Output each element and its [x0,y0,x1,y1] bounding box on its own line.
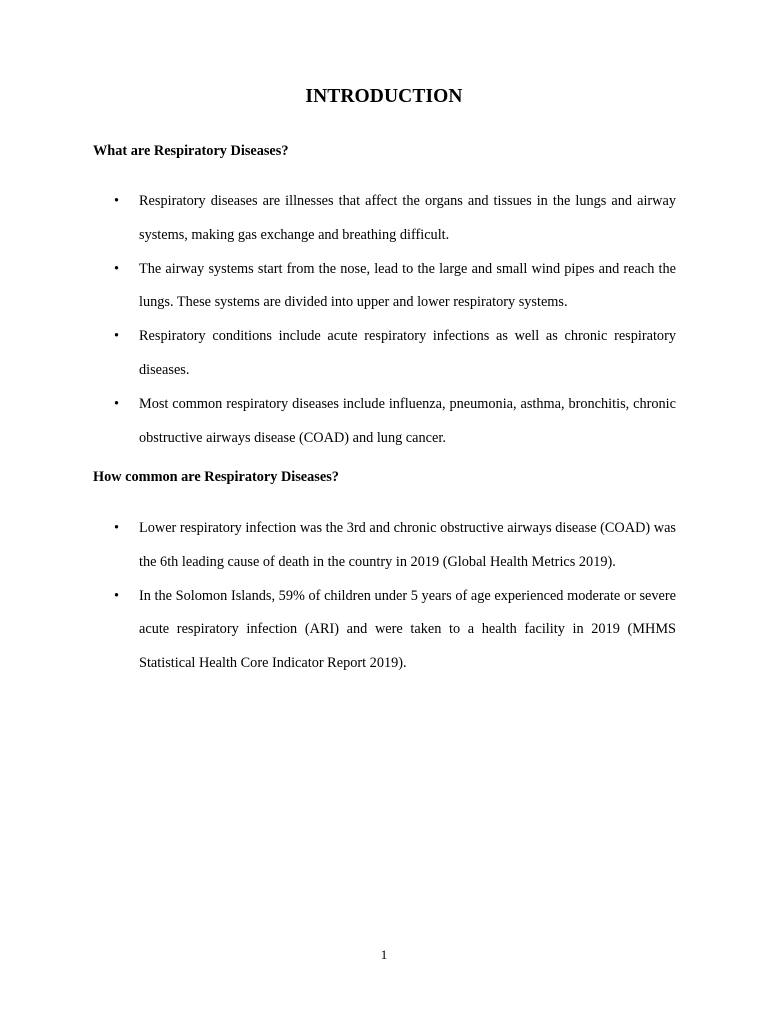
list-item-text: In the Solomon Islands, 59% of children under 5 years of age experienced moderate or severe acute respiratory infection (ARI) and were taken to a health facility in 2019 (MHMS Statistical Health Core Indicator Report 2019). [139,587,676,672]
section-heading-how-common: How common are Respiratory Diseases? [93,469,339,485]
page-title: INTRODUCTION [305,86,463,107]
bullet-icon: • [114,193,120,209]
list-item-text: The airway systems start from the nose, lead to the large and small wind pipes and reach the lungs. These systems are divided into upper and lower respiratory systems. [139,260,676,311]
list-item [0,388,768,456]
list-item [0,185,768,253]
list-item [0,512,768,580]
list-item-text: Respiratory diseases are illnesses that affect the organs and tissues in the lungs and airway systems, making gas exchange and breathing difficult. [139,193,676,243]
bullet-icon: • [114,328,120,345]
bullet-icon: • [114,260,120,277]
bullet-list-how-common [0,512,768,681]
list-item-text: Most common respiratory diseases include influenza, pneumonia, asthma, bronchitis, chronic obstructive airways disease (COAD) and lung cancer. [139,395,676,446]
list-item [0,580,768,681]
bullet-icon: • [114,395,120,412]
bullet-list-what-are [0,185,768,455]
page-number: 1 [380,947,388,962]
list-item-text: Lower respiratory infection was the 3rd and chronic obstructive airways disease (COAD) was the 6th leading cause of death in the country in 2019 (Global Health Metrics 2019). [139,520,676,570]
list-item-text: Respiratory conditions include acute respiratory infections as well as chronic respiratory diseases. [139,328,676,378]
list-item [0,253,768,321]
bullet-icon: • [114,520,120,536]
bullet-icon: • [114,587,120,604]
section-heading-what-are: What are Respiratory Diseases? [93,143,289,159]
list-item [0,320,768,388]
